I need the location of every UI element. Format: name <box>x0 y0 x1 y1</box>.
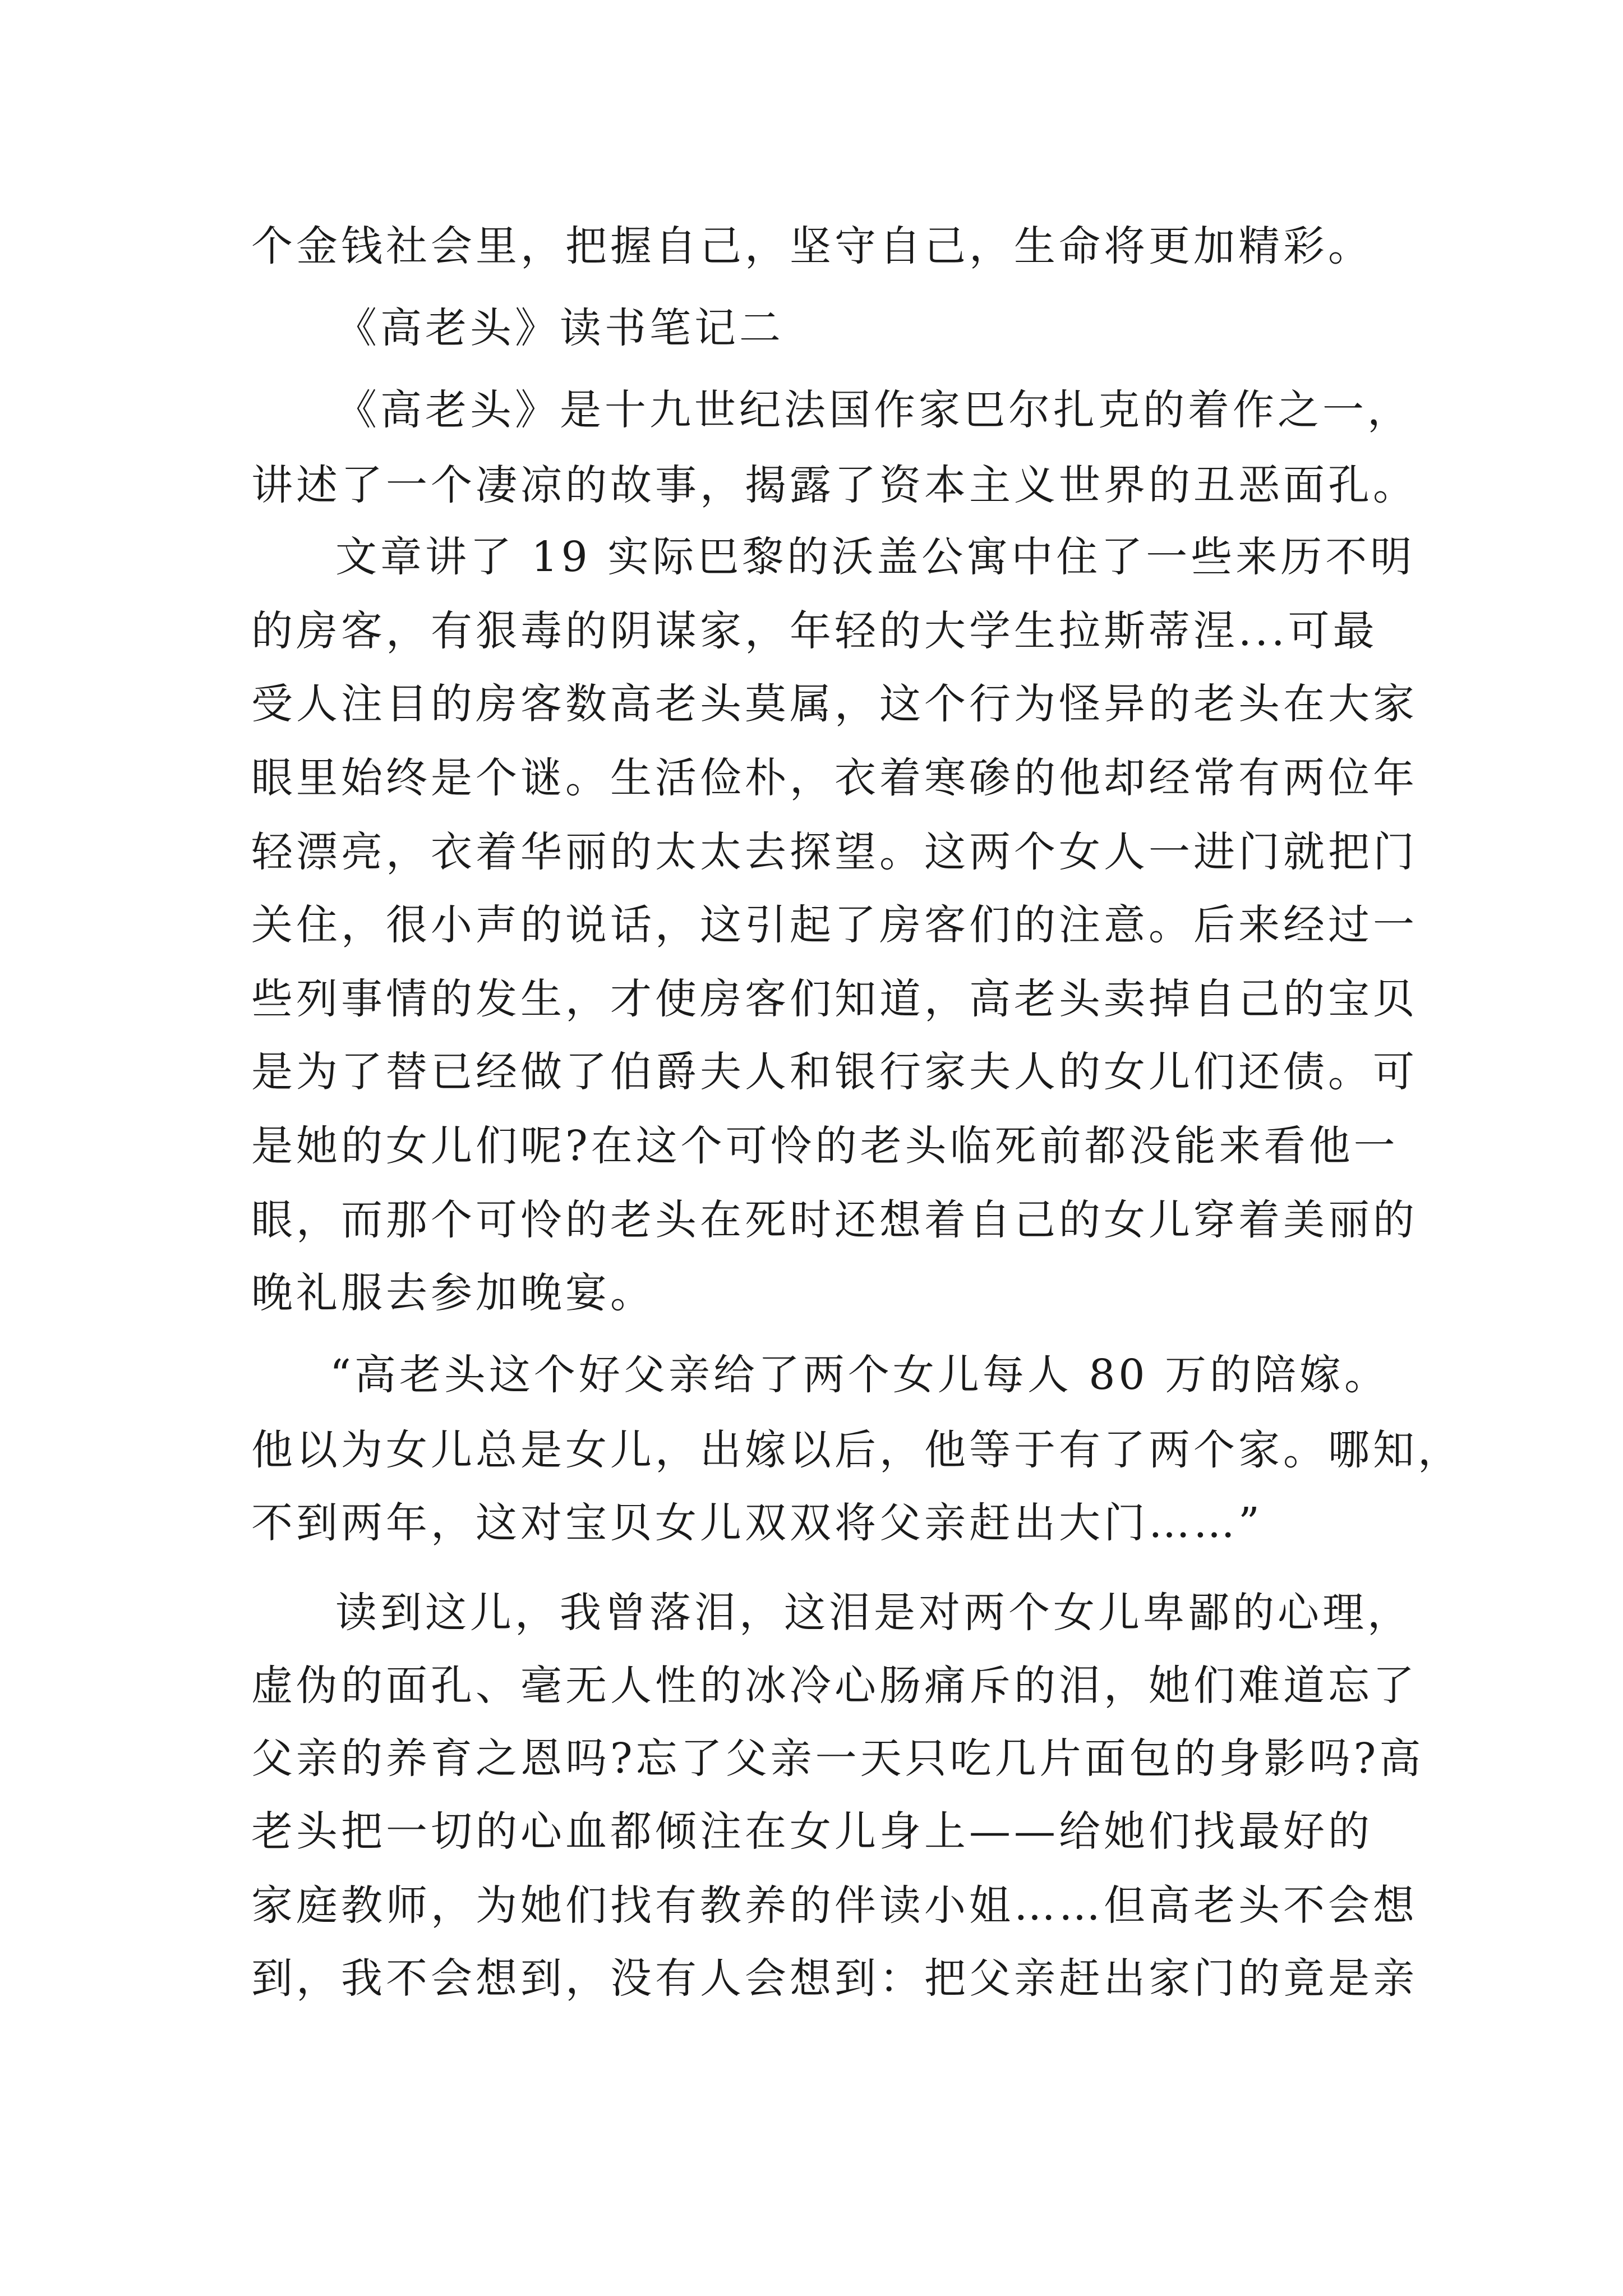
text-line: 文章讲了 19 实际巴黎的沃盖公寓中住了一些来历不明 <box>335 533 1415 581</box>
text-line: 轻漂亮，衣着华丽的太太去探望。这两个女人一进门就把门 <box>251 828 1418 876</box>
text-line: 讲述了一个凄凉的故事，揭露了资本主义世界的丑恶面孔。 <box>251 461 1418 509</box>
text-line: 些列事情的发生，才使房客们知道，高老头卖掉自己的宝贝 <box>251 975 1418 1023</box>
text-line: 是她的女儿们呢?在这个可怜的老头临死前都没能来看他一 <box>251 1122 1399 1170</box>
text-line: 老头把一切的心血都倾注在女儿身上——给她们找最好的 <box>251 1807 1373 1856</box>
text-line: 是为了替已经做了伯爵夫人和银行家夫人的女儿们还债。可 <box>251 1048 1418 1096</box>
text-line: 晚礼服去参加晚宴。 <box>251 1269 655 1317</box>
text-line: 关住，很小声的说话，这引起了房客们的注意。后来经过一 <box>251 901 1418 949</box>
text-line: 个金钱社会里，把握自己，坚守自己，生命将更加精彩。 <box>251 222 1373 270</box>
text-line: 眼，而那个可怜的老头在死时还想着自己的女儿穿着美丽的 <box>251 1196 1418 1244</box>
text-line: 虚伪的面孔、毫无人性的冰冷心肠痛斥的泪，她们难道忘了 <box>251 1662 1418 1710</box>
text-line: 父亲的养育之恩吗?忘了父亲一天只吃几片面包的身影吗?高 <box>251 1734 1424 1783</box>
text-line: 到，我不会想到，没有人会想到：把父亲赶出家门的竟是亲 <box>251 1954 1418 2003</box>
text-line: “高老头这个好父亲给了两个女儿每人 80 万的陪嫁。 <box>330 1351 1390 1399</box>
text-line: 他以为女儿总是女儿，出嫁以后，他等于有了两个家。哪知， <box>251 1426 1463 1474</box>
text-line: 读到这儿，我曾落泪，这泪是对两个女儿卑鄙的心理， <box>335 1589 1412 1637</box>
text-line: 眼里始终是个谜。生活俭朴，衣着寒碜的他却经常有两位年 <box>251 754 1418 802</box>
text-line: 的房客，有狠毒的阴谋家，年轻的大学生拉斯蒂涅...可最 <box>251 607 1378 655</box>
text-line: 受人注目的房客数高老头莫属，这个行为怪异的老头在大家 <box>251 680 1418 728</box>
text-line: 《高老头》是十九世纪法国作家巴尔扎克的着作之一， <box>335 386 1412 434</box>
text-line: 家庭教师，为她们找有教养的伴读小姐……但高老头不会想 <box>251 1881 1418 1930</box>
section-title: 《高老头》读书笔记二 <box>335 304 784 352</box>
text-line: 不到两年，这对宝贝女儿双双将父亲赶出大门……” <box>251 1499 1263 1547</box>
